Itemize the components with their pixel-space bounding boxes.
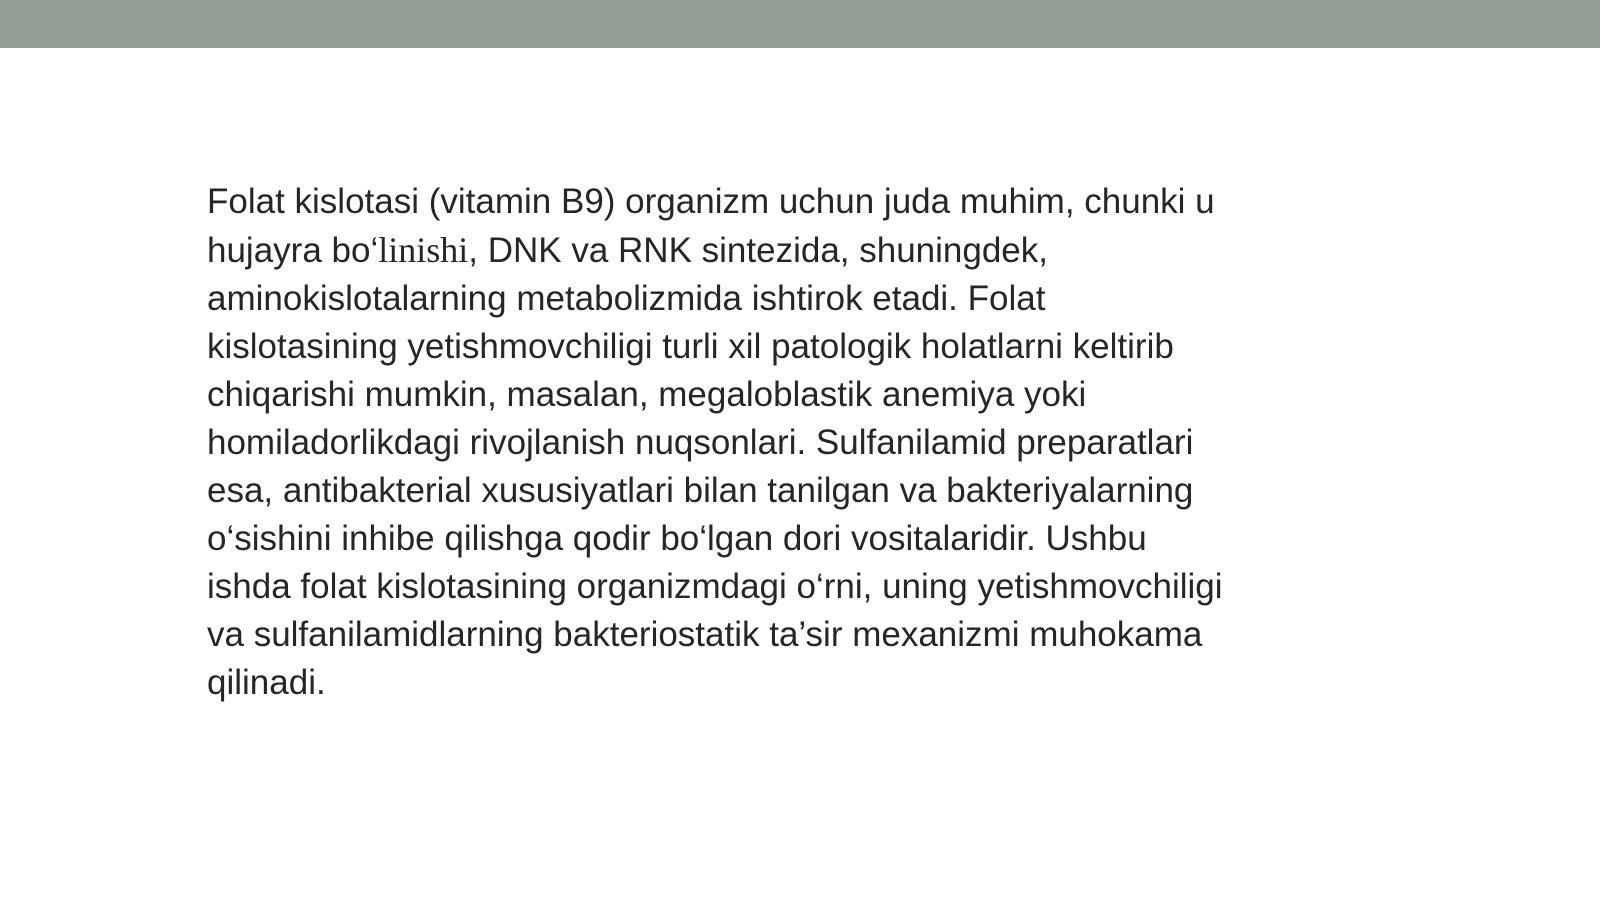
paragraph-text-part-3: , DNK va RNK sintezida, shuningdek, aminokislotalarning metabolizmida ishtirok etadi. Folat kislotasining yetishmovchiligi turli xil patologik holatlarni keltirib chiqarishi mumkin, masalan, megaloblastik anemiya yoki homiladorlikdagi rivojlanish nuqsonlari. Sulfanilamid preparatlari esa, antibakterial xususiyatlari bilan tanilgan va bakteriyalarning o‘sishini inhibe qilishga qodir bo‘lgan dori vositalaridir. Ushbu ishda folat kislotasining organizmdagi o‘rni, uning yetishmovchiligi va sulfanilamidlarning bakteriostatik ta’sir mexanizmi muhokama qilinadi. (207, 231, 1223, 702)
body-paragraph (207, 178, 1397, 707)
top-accent-bar (0, 0, 1600, 48)
paragraph-text-part-2: linishi (378, 230, 469, 270)
paragraph-text-part-1: Folat kislotasi (vitamin B9) organizm uchun juda muhim, chunki u hujayra bo‘ (207, 182, 1215, 270)
